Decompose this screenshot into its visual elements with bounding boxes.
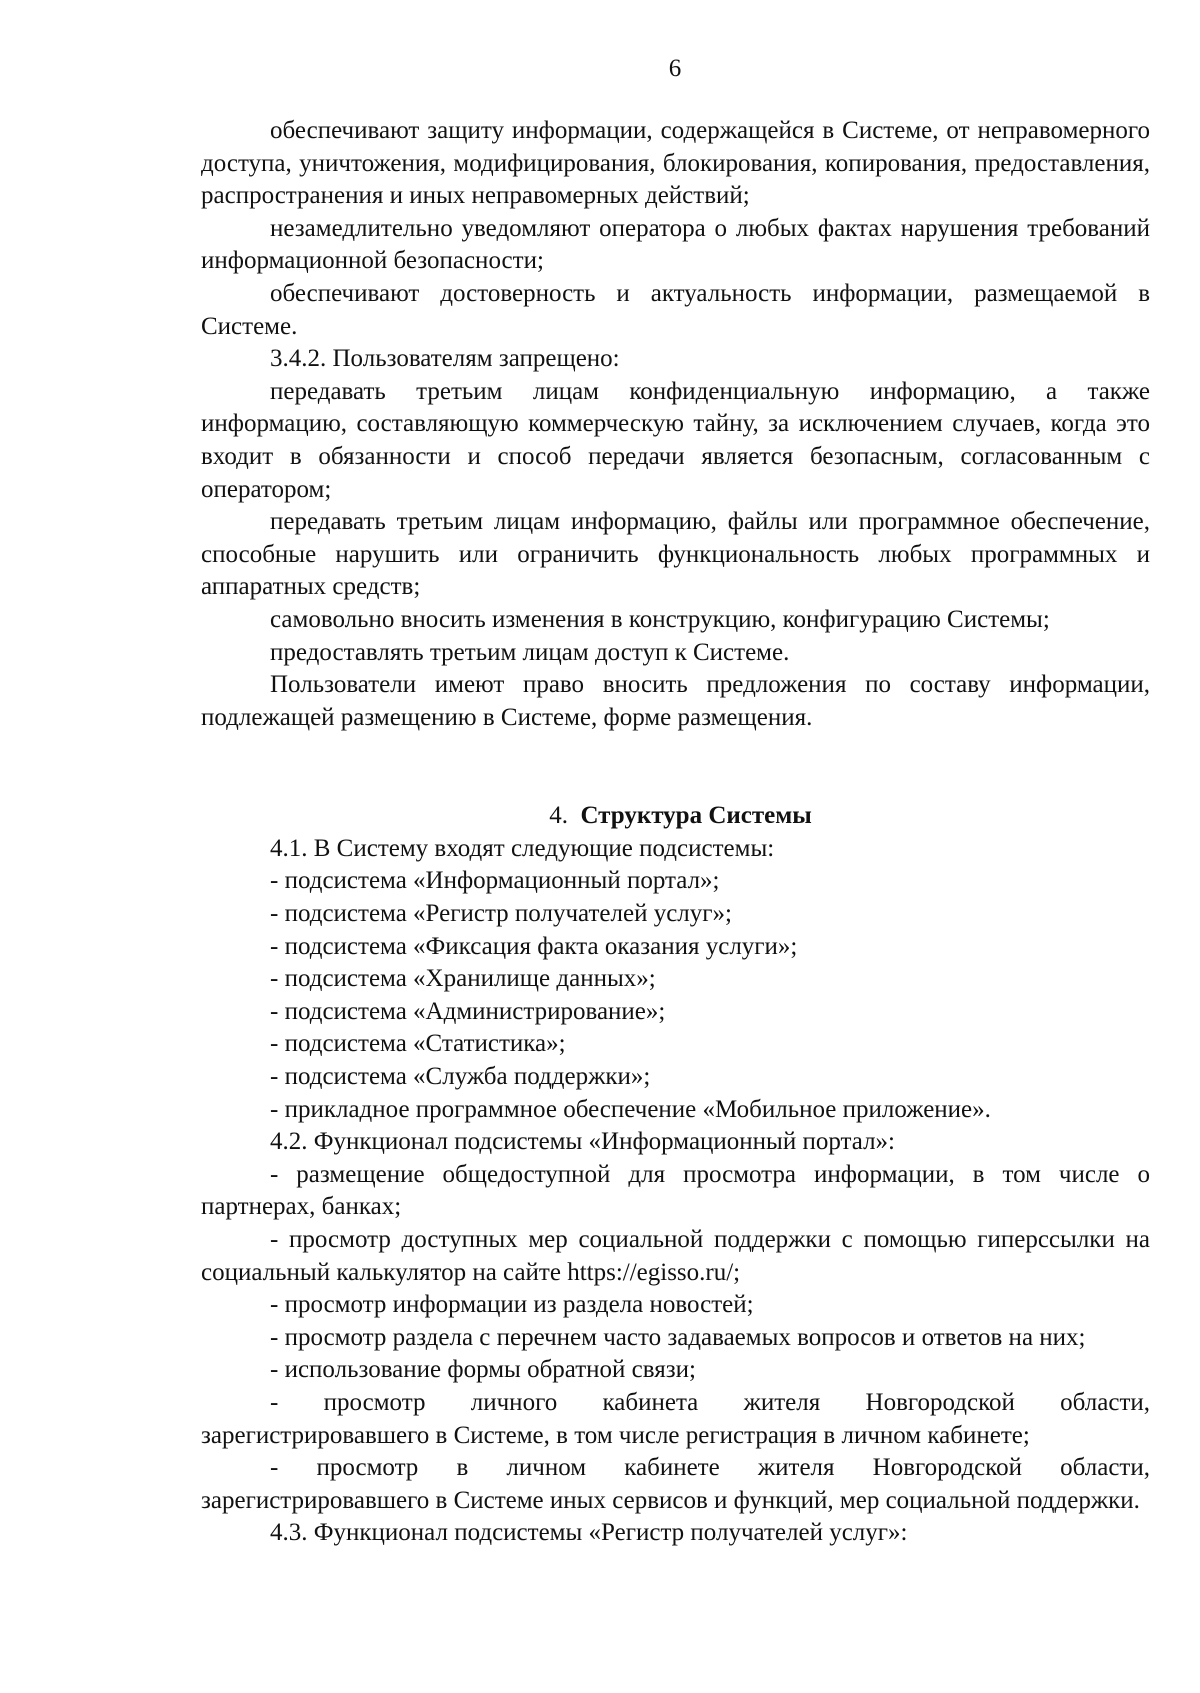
section-title: Структура Системы xyxy=(580,802,812,830)
paragraph: обеспечивают защиту информации, содержащейся в Системе, от неправомерного доступа, уничтожения, модифицирования, блокирования, копирования, предоставления, распространения и иных неправомерных действий; xyxy=(201,117,1150,210)
paragraph: самовольно вносить изменения в конструкцию, конфигурацию Системы; xyxy=(270,605,1050,633)
list-item: - подсистема «Администрирование»; xyxy=(270,997,666,1025)
paragraph: незамедлительно уведомляют оператора о любых фактах нарушения требований информационной безопасности; xyxy=(201,214,1150,275)
paragraph: Пользователи имеют право вносить предложения по составу информации, подлежащей размещению в Системе, форме размещения. xyxy=(201,671,1150,731)
list-item: - подсистема «Информационный портал»; xyxy=(270,867,720,895)
document-body xyxy=(201,115,1150,1550)
list-item: - подсистема «Фиксация факта оказания услуги»; xyxy=(270,932,798,960)
clause-4-3: 4.3. Функционал подсистемы «Регистр получателей услуг»: xyxy=(270,1519,908,1547)
paragraph: передавать третьим лицам информацию, файлы или программное обеспечение, способные нарушить или ограничить функциональность любых программных и аппаратных средств; xyxy=(201,508,1150,601)
section-heading xyxy=(201,800,1150,833)
list-item: - подсистема «Статистика»; xyxy=(270,1030,566,1058)
list-item: - просмотр доступных мер социальной поддержки с помощью гиперссылки на социальный калькулятор на сайте https://egisso.ru/; xyxy=(201,1226,1150,1286)
clause-4-2: 4.2. Функционал подсистемы «Информационный портал»: xyxy=(270,1128,895,1156)
list-item: - подсистема «Служба поддержки»; xyxy=(270,1063,651,1091)
clause-4-1: 4.1. В Систему входят следующие подсистемы: xyxy=(270,834,775,862)
list-item: - просмотр в личном кабинете жителя Новгородской области, зарегистрировавшего в Системе иных сервисов и функций, мер социальной поддержки. xyxy=(201,1454,1150,1514)
section-number: 4. xyxy=(549,802,568,830)
list-item: - прикладное программное обеспечение «Мобильное приложение». xyxy=(270,1095,991,1123)
clause-3-4-2: 3.4.2. Пользователям запрещено: xyxy=(270,345,620,373)
paragraph: предоставлять третьим лицам доступ к Системе. xyxy=(270,638,790,666)
paragraph: обеспечивают достоверность и актуальность информации, размещаемой в Системе. xyxy=(201,279,1150,340)
paragraph: передавать третьим лицам конфиденциальную информацию, а также информацию, составляющую коммерческую тайну, за исключением случаев, когда это входит в обязанности и способ передачи является безопасным, согласованным с оператором; xyxy=(201,377,1150,503)
list-item: - подсистема «Регистр получателей услуг»; xyxy=(270,900,732,928)
list-item: - подсистема «Хранилище данных»; xyxy=(270,965,656,993)
list-item: - просмотр информации из раздела новостей; xyxy=(270,1291,754,1319)
list-item: - просмотр личного кабинета жителя Новгородской области, зарегистрировавшего в Системе, в том числе регистрация в личном кабинете; xyxy=(201,1388,1150,1449)
list-item: - просмотр раздела с перечнем часто задаваемых вопросов и ответов на них; xyxy=(270,1323,1086,1351)
list-item: - использование формы обратной связи; xyxy=(270,1356,696,1384)
page-number: 6 xyxy=(668,55,682,82)
list-item: - размещение общедоступной для просмотра информации, в том числе о партнерах, банках; xyxy=(201,1160,1150,1221)
